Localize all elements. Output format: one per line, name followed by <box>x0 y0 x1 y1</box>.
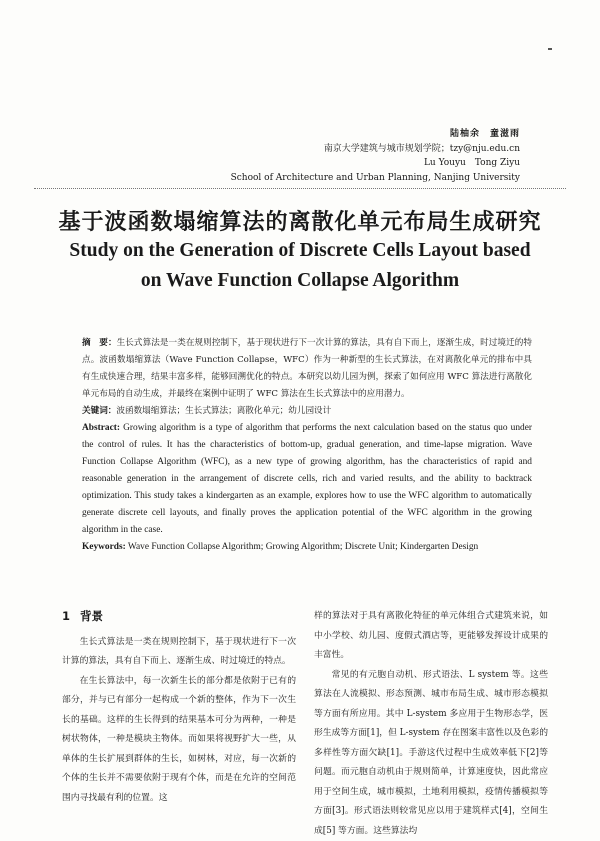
abstract-cn-text: 生长式算法是一类在规则控制下，基于现状进行下一次计算的算法，具有自下而上，逐渐生成，时过境迁的特点。波函数塌缩算法（Wave Function Collapse，WFC）作为一种新型的生长式算法，在对离散化单元的排布中具有生成快速合理，结果丰富多样，能够回溯优化的特点。本研究以幼儿园为例，探索了如何应用 WFC 算法进行离散化单元布局的自动生成，并最终在案例中证明了 WFC 算法在生长式算法中的应用潜力。 <box>82 338 532 399</box>
title-en-line-1: Study on the Generation of Discrete Cells Layout based <box>0 236 600 266</box>
keywords-cn-text: 波函数塌缩算法；生长式算法；离散化单元；幼儿园设计 <box>116 406 331 416</box>
keywords-cn-label: 关键词： <box>82 406 116 416</box>
section-number: 1 <box>62 609 70 623</box>
body-paragraph: 在生长算法中，每一次新生长的部分都是依附于已有的部分，并与已有部分一起构成一个新的整体，作为下一次生长的基础。这样的生长得到的结果基本可分为两种，一种是树状物体，一种是模块主物体。而如果将视野扩大一些，从单体的生长扩展到群体的生长，如树林，对应，每一次新的个体的生长并不需要依附于现有个体，而是在允许的空间范围内寻找最有利的位置。这 <box>62 672 296 809</box>
author-affiliation-en: School of Architecture and Urban Planning, Nanjing University <box>231 171 520 186</box>
author-names-en: Lu Youyu Tong Ziyu <box>231 156 520 171</box>
abstract-cn <box>82 335 532 403</box>
body-column-left <box>62 607 296 808</box>
author-affiliation-cn: 南京大学建筑与城市规划学院；tzy@nju.edu.cn <box>231 142 520 157</box>
title-cn: 基于波函数塌缩算法的离散化单元布局生成研究 <box>0 205 600 236</box>
abstract-en-label: Abstract: <box>82 423 120 433</box>
title-en <box>0 236 600 296</box>
page-mark <box>548 48 552 50</box>
keywords-en-text: Wave Function Collapse Algorithm; Growing Algorithm; Discrete Unit; Kindergarten Design <box>126 542 479 552</box>
keywords-cn <box>82 403 532 420</box>
abstract-block <box>82 335 532 556</box>
keywords-en-label: Keywords: <box>82 542 126 552</box>
author-block <box>231 127 520 185</box>
section-title: 背景 <box>80 609 103 623</box>
abstract-cn-label: 摘 要： <box>82 338 117 348</box>
body-paragraph: 常见的有元胞自动机、形式语法、L system 等。这些算法在人流模拟、形态预测、城市布局生成、城市形态模拟等方面有所应用。其中 L-system 多应用于生物形态学，医形生成等方面[1]，但 L-system 存在图案丰富性以及色彩的多样性等方面欠缺[1]。手游这代过程中生成效率低下[2]等问题。而元胞自动机由于规则简单，计算速度快，因此常应用于空间生成，城市模拟，土地利用模拟，疫情传播模拟等方面[3]。形式语法则较常见应以用于建筑样式[4]，空间生成[5] 等方面。这些算法均 <box>314 666 548 841</box>
body-paragraph: 生长式算法是一类在规则控制下，基于现状进行下一次计算的算法，具有自下而上、逐渐生成、时过境迁的特点。 <box>62 633 296 672</box>
author-names-cn: 陆柚余 童滋雨 <box>231 127 520 142</box>
header-divider <box>34 188 566 189</box>
abstract-en-text: Growing algorithm is a type of algorithm that performs the next calculation based on the status quo under the control of rules. It has the characteristics of bottom-up, gradual generation, and time-lapse migration. Wave Function Collapse Algorithm (WFC), as a new type of growing algorithm, has the characteristics of rapid and reasonable generation in the arrangement of discrete cells, rich and varied results, and the ability to backtrack optimization. This study takes a kindergarten as an example, explores how to use the WFC algorithm to automatically generate discrete cell layouts, and finally proves the application potential of the WFC algorithm in the growing algorithm in the case. <box>82 423 532 535</box>
section-heading <box>62 607 296 627</box>
keywords-en <box>82 539 532 556</box>
body-column-right <box>314 607 548 841</box>
title-en-line-2: on Wave Function Collapse Algorithm <box>0 266 600 296</box>
abstract-en <box>82 420 532 539</box>
body-paragraph: 样的算法对于具有离散化特征的单元体组合式建筑来说，如中小学校、幼儿园、度假式酒店等，更能够发挥设计成果的丰富性。 <box>314 607 548 666</box>
